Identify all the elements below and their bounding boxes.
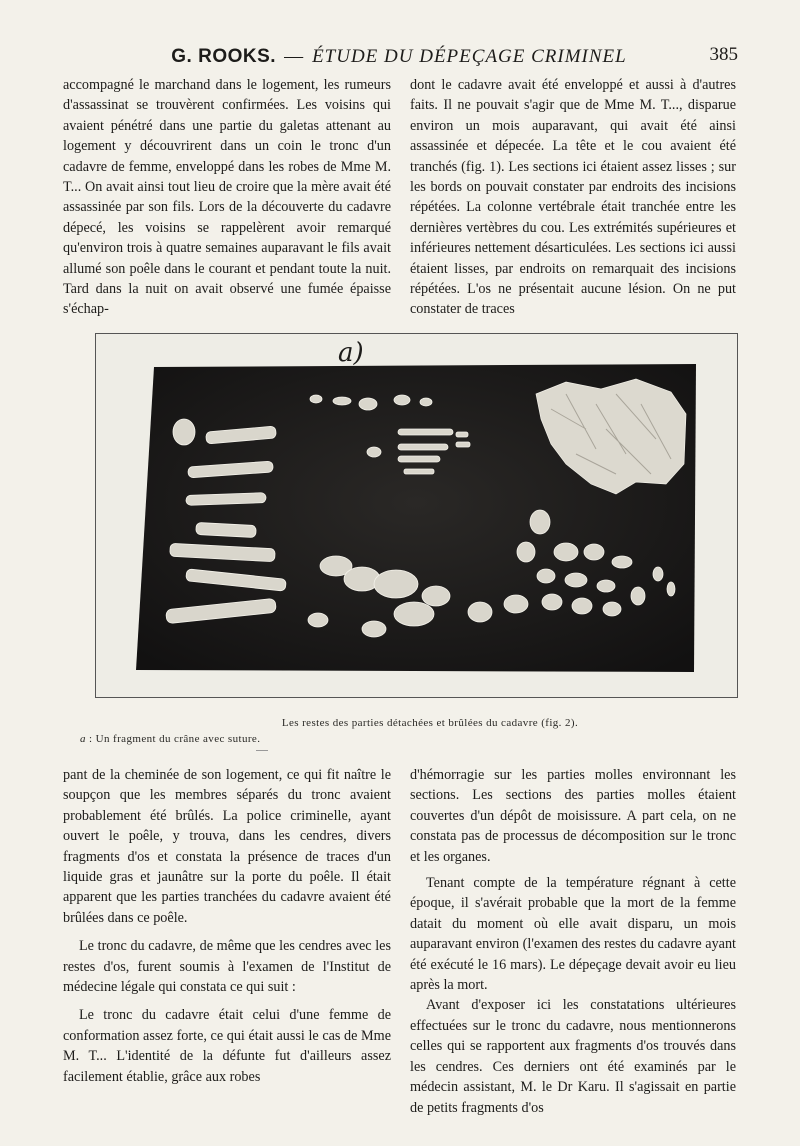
figure-caption-note	[80, 733, 260, 745]
page-number: 385	[709, 44, 738, 65]
paragraph: Le tronc du cadavre était celui d'une femme de conformation assez forte, ce qui était aussi le cas de Mme M. T... L'identité de la défunte fut d'ailleurs assez facilement établie, grâce aux robes	[63, 1007, 391, 1085]
header-separator: —	[284, 46, 305, 67]
column-top-left	[63, 75, 391, 320]
paragraph: accompagné le marchand dans le logement, les rumeurs d'assassinat se trouvèrent confirmées. Les voisins qui avaient pénétré dans une partie du galetas attenant au logement y découvrirent dans un coin le tronc d'un cadavre de femme, enveloppé dans les robes de Mme M. T... On avait ainsi tout lieu de croire que la mère avait été assassinée par son fils. Lors de la découverte du cadavre dépecé, les voisins se rappelèrent avoir remarqué qu'environ trois à quatre semaines auparavant le fils avait allumé son poêle dans le courant et pendant toute la nuit. Tard dans la nuit on avait observé une fumée épaisse s'échap-	[63, 77, 391, 318]
running-header	[60, 42, 738, 72]
paragraph: pant de la cheminée de son logement, ce qui fit naître le soupçon que les membres séparés du tronc avaient probablement été brûlés. La police criminelle, ayant ouvert le poêle, y trouva, dans les cendres, divers fragments d'os et constata la présence de traces d'un liquide gras et jaunâtre sur la porte du poêle. Il était apparent que les parties tranchées du cadavre avaient été brûlées dans ce poêle.	[63, 767, 391, 926]
paragraph: dont le cadavre avait été enveloppé et aussi à d'autres faits. Il ne pouvait s'agir que de Mme M. T..., disparue environ un mois auparavant, qui avait été ainsi assassinée et dépecée. La tête et le cou avaient été tranchés (fig. 1). Les sections ici étaient assez lisses ; sur les bords on pouvait constater par endroits des incisions répétées. La colonne vertébrale était tranchée entre les dernières vertèbres du cou. Les extrémités supérieures et inférieures nettement désarticulées. Les sections ici aussi étaient lisses, par endroits on remarquait des incisions répétées. L'os ne présentait aucune lésion. On ne put constater de traces	[410, 77, 736, 318]
header-subtitle: ÉTUDE DU DÉPEÇAGE CRIMINEL	[312, 46, 627, 67]
figure-label: a)	[338, 338, 364, 368]
figure-caption: Les restes des parties détachées et brûlées du cadavre (fig. 2).	[281, 717, 579, 729]
bone-fragments-photo	[96, 334, 737, 697]
header-title	[60, 46, 738, 68]
paragraph: d'hémorragie sur les parties molles environnant les sections. Les sections des parties molles étaient couvertes d'un dépôt de moisissure. A part cela, on ne constata pas de processus de décomposition sur le tronc et les organes.	[410, 767, 736, 865]
column-bottom-right	[410, 765, 736, 1118]
caption-letter: a	[80, 733, 86, 745]
figure-photograph	[95, 333, 738, 698]
column-top-right	[410, 75, 736, 320]
column-bottom-left	[63, 765, 391, 1087]
caption-note-text: : Un fragment du crâne avec suture.	[85, 733, 261, 745]
header-author: G. ROOKS.	[171, 46, 277, 67]
paragraph: Avant d'exposer ici les constatations ultérieures effectuées sur le tronc du cadavre, nous mentionnerons celles qui se rapportent aux fragments d'os trouvés dans les cendres. Ces derniers ont été examinés par le médecin assistant, M. le Dr Karu. Il s'agissait en partie de petits fragments d'os	[410, 997, 736, 1116]
divider	[256, 750, 268, 751]
paragraph: Tenant compte de la température régnant à cette époque, il s'avérait probable que la mort de la femme datait du moment où elle avait disparu, un mois auparavant environ (l'examen des restes du cadavre ayant été exécuté le 16 mars). Le dépeçage devait avoir eu lieu après la mort.	[410, 875, 736, 994]
paragraph: Le tronc du cadavre, de même que les cendres avec les restes d'os, furent soumis à l'examen de l'Institut de médecine légale qui constata ce qui suit :	[63, 938, 391, 996]
